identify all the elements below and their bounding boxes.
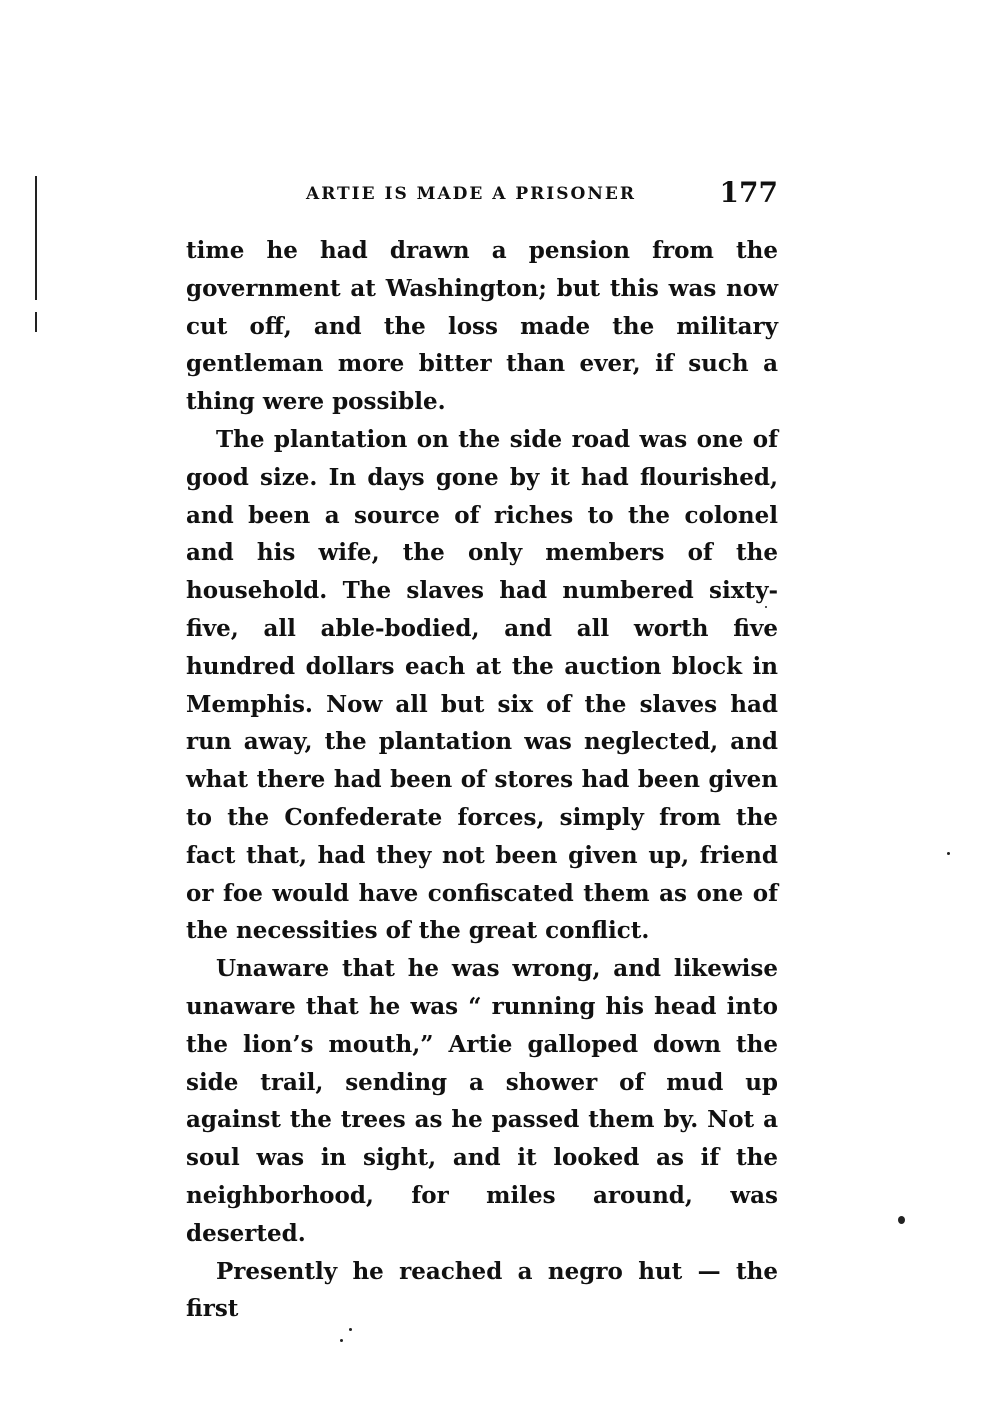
ink-speck bbox=[765, 606, 767, 608]
ink-speck bbox=[898, 1216, 905, 1224]
body-text bbox=[186, 232, 778, 1328]
page-number: 177 bbox=[719, 176, 778, 209]
paragraph-3: Unaware that he was wrong, and likewise unaware that he was “ running his head into the lion’s mouth,” Artie galloped down the side trail, sending a shower of mud up against the trees as he passed them by. Not a soul was in sight, and it looked as if the neighborhood, for miles around, was deserted. bbox=[186, 955, 778, 1247]
margin-rule-top bbox=[35, 176, 37, 300]
ink-speck bbox=[340, 1339, 343, 1342]
ink-speck bbox=[349, 1328, 352, 1331]
paragraph-4: Presently he reached a negro hut — the first bbox=[186, 1257, 778, 1323]
paragraph-1: time he had drawn a pension from the government at Washington; but this was now cut off, and the loss made the military gentleman more bitter than ever, if such a thing were possible. bbox=[186, 237, 778, 416]
ink-speck bbox=[947, 852, 950, 855]
margin-rule-bottom bbox=[35, 312, 37, 332]
page-header bbox=[186, 176, 778, 212]
running-title: ARTIE IS MADE A PRISONER bbox=[306, 184, 636, 204]
paragraph-2: The plantation on the side road was one of good size. In days gone by it had flourished, and been a source of riches to the colonel and his wife, the only members of the household. The slaves had numbered sixty-five, all able-bodied, and all worth five hundred dollars each at the auction block in Memphis. Now all but six of the slaves had run away, the plantation was neglected, and what there had been of stores had been given to the Confederate forces, simply from the fact that, had they not been given up, friend or foe would have confiscated them as one of the necessities of the great conflict. bbox=[186, 425, 778, 945]
